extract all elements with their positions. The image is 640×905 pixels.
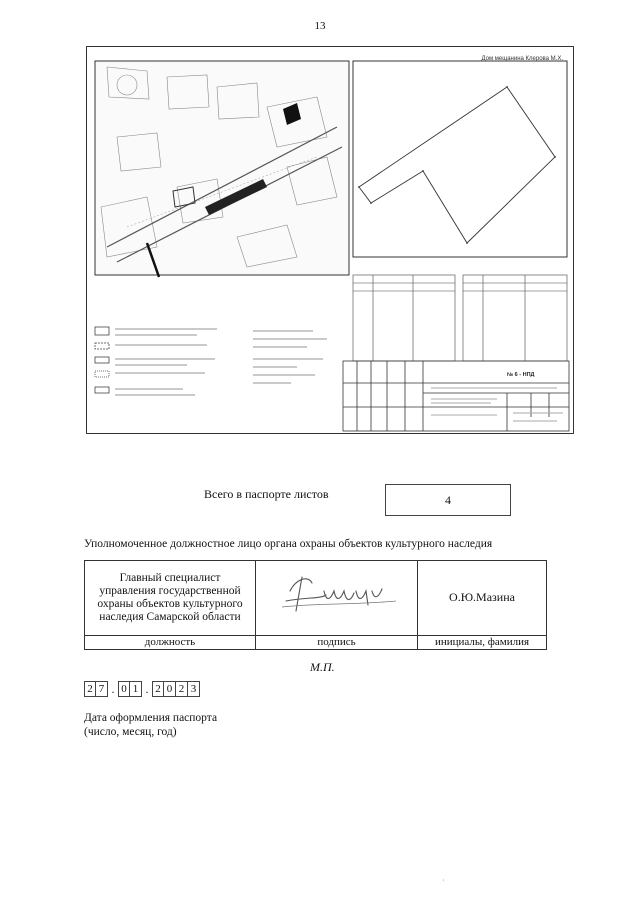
- col-name-label: инициалы, фамилия: [418, 635, 547, 649]
- date-label: [84, 711, 217, 739]
- date-digit: 3: [188, 681, 200, 697]
- col-position-label: должность: [85, 635, 256, 649]
- sheets-count-label: Всего в паспорте листов: [204, 487, 329, 501]
- sheets-count-box: [385, 484, 511, 516]
- official-heading: Уполномоченное должностное лицо органа охраны объектов культурного наследия: [84, 538, 493, 550]
- map-legend: [95, 327, 109, 393]
- name-cell: [418, 561, 547, 636]
- date-separator: .: [111, 682, 115, 696]
- map-drawing: [87, 47, 573, 433]
- position-line: Главный специалист: [119, 571, 221, 584]
- date-digit: 2: [176, 681, 188, 697]
- signature-cell: [256, 561, 418, 636]
- page-number: 13: [314, 20, 326, 32]
- date-digit: 2: [152, 681, 164, 697]
- date-label-line: (число, месяц, год): [84, 726, 177, 738]
- stamp-code: № 6 - НПД: [507, 372, 535, 378]
- date-digit: 0: [164, 681, 176, 697]
- date-digit: 7: [96, 681, 108, 697]
- map-sheet: [86, 46, 574, 434]
- map-caption: Дом мещанина Клерова М.Х.: [481, 56, 563, 62]
- date-label-line: Дата оформления паспорта: [84, 712, 218, 724]
- position-line: охраны объектов культурного: [97, 597, 243, 610]
- date-digit: 0: [118, 681, 130, 697]
- plan-frame: [353, 61, 567, 257]
- seal-label: М.П.: [310, 660, 335, 674]
- legend-text-lines: [115, 329, 327, 395]
- sheets-count-value: 4: [445, 492, 451, 507]
- coord-tables: [353, 275, 567, 361]
- col-signature-label: подпись: [256, 635, 418, 649]
- handwritten-signature: [256, 561, 417, 629]
- date-digit: 1: [130, 681, 142, 697]
- official-name: О.Ю.Мазина: [449, 590, 515, 605]
- position-line: управления государственной: [99, 584, 241, 597]
- issue-date: [84, 681, 200, 697]
- position-cell: [85, 561, 256, 636]
- signature-table: [84, 560, 547, 650]
- position-line: наследия Самарской области: [99, 610, 241, 623]
- footer-mark: ·: [442, 876, 445, 885]
- date-digit: 2: [84, 681, 96, 697]
- date-separator: .: [145, 682, 149, 696]
